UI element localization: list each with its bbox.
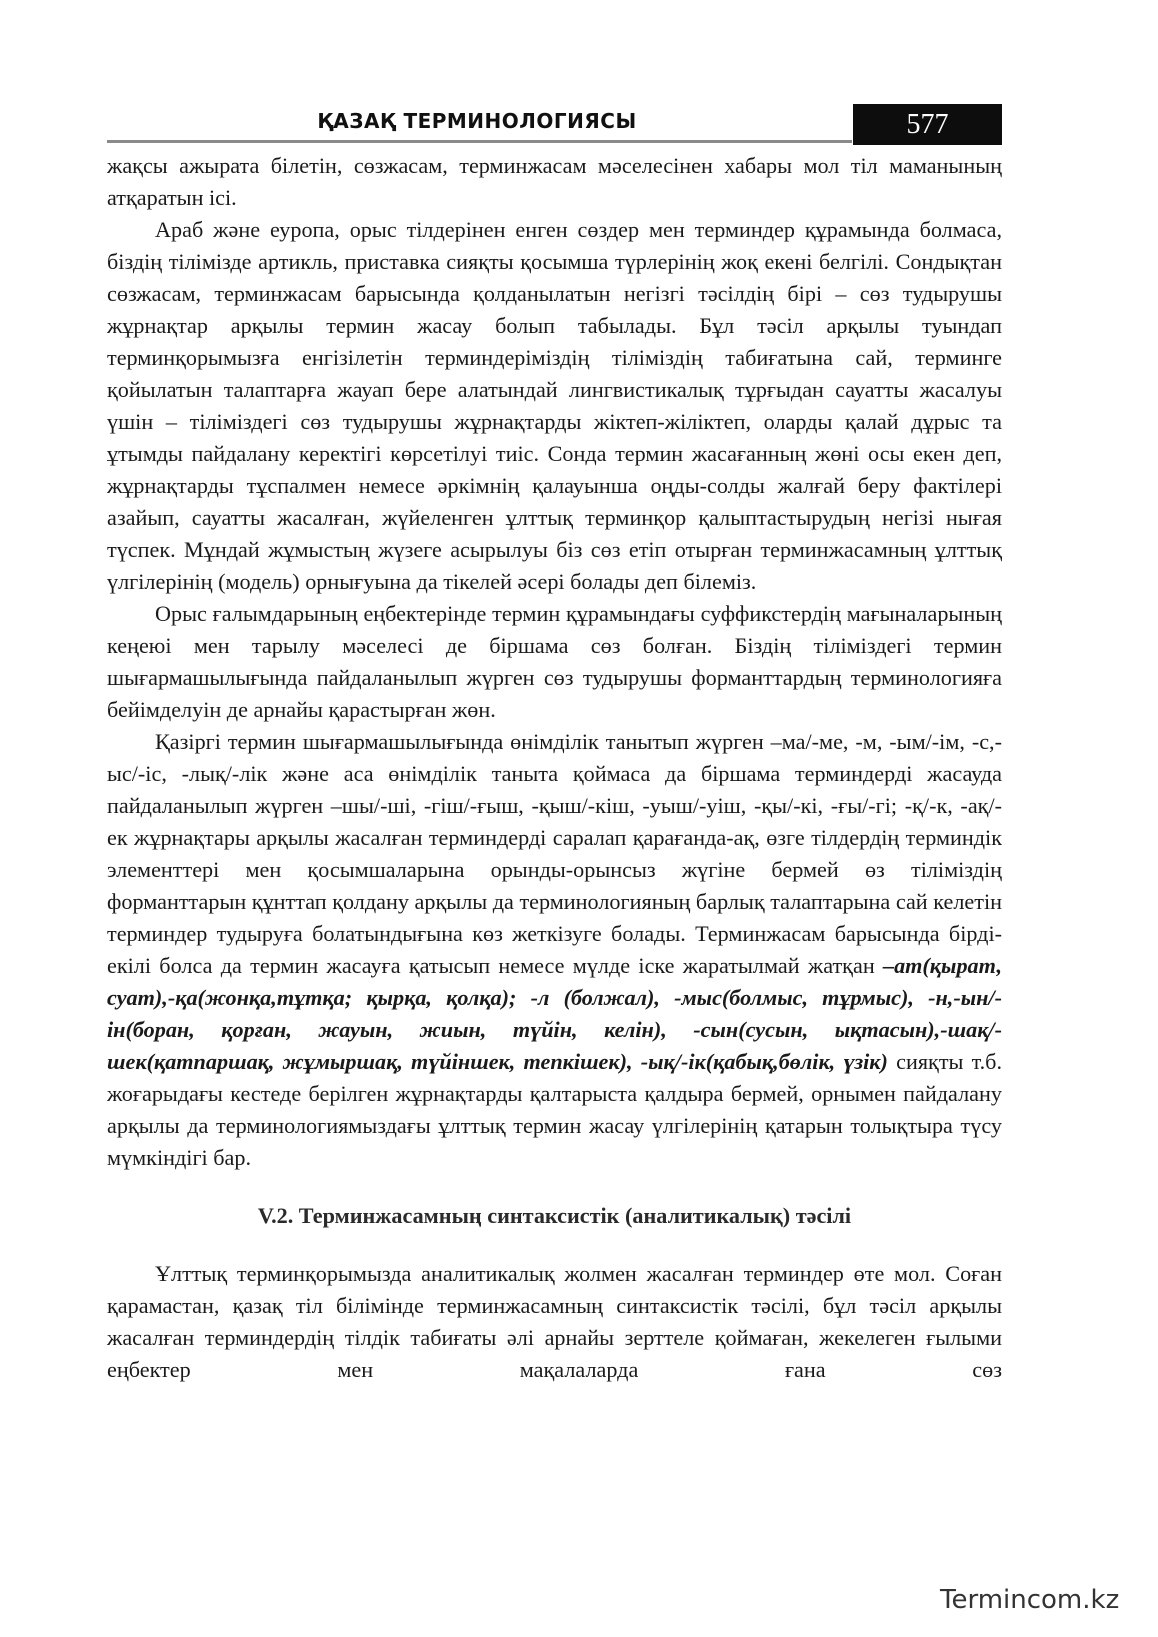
running-header (107, 104, 1002, 146)
paragraph-4 (107, 726, 1002, 1174)
paragraph-4-intro: Қазіргі термин шығармашылығында өнімділік танытып жүрген –ма/-ме, -м, -ым/-ім, -с,-ыс/-іс, -лық/-лік және аса өнімділік таныта қоймаса да біршама терминдерді жасауда пайдаланылып жүрген –шы/-ші, -гіш/-ғыш, -қыш/-кіш, -уыш/-уіш, -қы/-кі, -ғы/-гі; -қ/-к, -ақ/-ек жұрнақтары арқылы жасалған терминдерді саралап қарағанда-ақ, өзге тілдердің терминдік элементтері мен қосымшаларына орынды-орынсыз жүгіне бермей өз тіліміздің форманттарын құнттап қолдану арқылы да терминологияның барлық талаптарына сай келетін терминдер тудыруға болатындығына көз жеткізуге болады. Терминжасам барысында бірді-екілі болса да термин жасауға қатысып немесе мүлде іске жаратылмай жатқан (107, 729, 1002, 978)
suffix-examples: –ат(қырат, суат),-қа(жонқа,тұтқа; қырқа, қолқа); -л (болжал), -мыс(болмыс, тұрмыс), -н,-ын/-ін(боран, қорған, жауын, жиын, түйін, келін), -сын(сусын, ықтасын),-шақ/-шек(қатпаршақ, жұмыршақ, түйіншек, тепкішек), -ық/-ік(қабық,бөлік, үзік) (107, 953, 1002, 1074)
paragraph-2: Араб және еуропа, орыс тілдерінен енген сөздер мен терминдер құрамында болмаса, біздің тілімізде артикль, приставка сияқты қосымша түрлерінің жоқ екені белгілі. Сондықтан сөзжасам, терминжасам барысында қолданылатын негізгі тәсілдің бірі – сөз тудырушы жұрнақтар арқылы термин жасау болып табылады. Бұл тәсіл арқылы туындап терминқорымызға енгізілетін терминдеріміздің тіліміздің табиғатына сай, терминге қойылатын талаптарға жауап бере алатындай лингвистикалық тұрғыдан сауатты жасалуы үшін – тіліміздегі сөз тудырушы жұрнақтарды жіктеп-жіліктеп, оларды қалай дұрыс та ұтымды пайдалану керектігі көрсетілуі тиіс. Сонда термин жасағанның жөні осы екен деп, жұрнақтарды тұспалмен немесе әркімнің қалауынша оңды-солды жалғай беру фактілері азайып, сауатты жасалған, жүйеленген ұлттық терминқор қалыптастырудың негізі нығая түспек. Мұндай жұмыстың жүзеге асырылуы біз сөз етіп отырған терминжасамның ұлттық үлгілерінің (модель) орнығуына да тікелей әсері болады деп білеміз. (107, 217, 1002, 594)
page-number: 577 (853, 104, 1002, 145)
running-title: ҚАЗАҚ ТЕРМИНОЛОГИЯСЫ (317, 109, 637, 133)
page-body (107, 150, 1002, 1386)
paragraph-4-outro: сияқты т.б. жоғарыдағы кестеде берілген жұрнақтарды қалтарыста қалдыра бермей, орнымен пайдалану арқылы да терминологиямыздағы ұлттық термин жасау үлгілерінің қатарын толықтыра түсу мүмкіндігі бар. (107, 1049, 1002, 1170)
site-watermark: Termincom.kz (940, 1585, 1120, 1615)
header-rule (107, 140, 852, 143)
paragraph-5: Ұлттық терминқорымызда аналитикалық жолмен жасалған терминдер өте мол. Соған қарамастан, қазақ тіл білімінде терминжасамның синтаксистік тәсілі, бұл тәсіл арқылы жасалған терминдердің тілдік табиғаты әлі арнайы зерттеле қоймаған, жекелеген ғылыми еңбектер мен мақалаларда ғана сөз (107, 1261, 1002, 1382)
paragraph-3: Орыс ғалымдарының еңбектерінде термин құрамындағы суффикстердің мағыналарының кеңеюі мен тарылу мәселесі де біршама сөз болған. Біздің тіліміздегі термин шығармашылығында пайдаланылып жүрген сөз тудырушы форманттардың терминологияға бейімделуін де арнайы қарастырған жөн. (107, 601, 1002, 722)
paragraph-1: жақсы ажырата білетін, сөзжасам, терминжасам мәселесінен хабары мол тіл маманының атқаратын ісі. (107, 153, 1002, 210)
section-heading: V.2. Терминжасамның синтаксистік (аналитикалық) тәсілі (257, 1203, 852, 1228)
